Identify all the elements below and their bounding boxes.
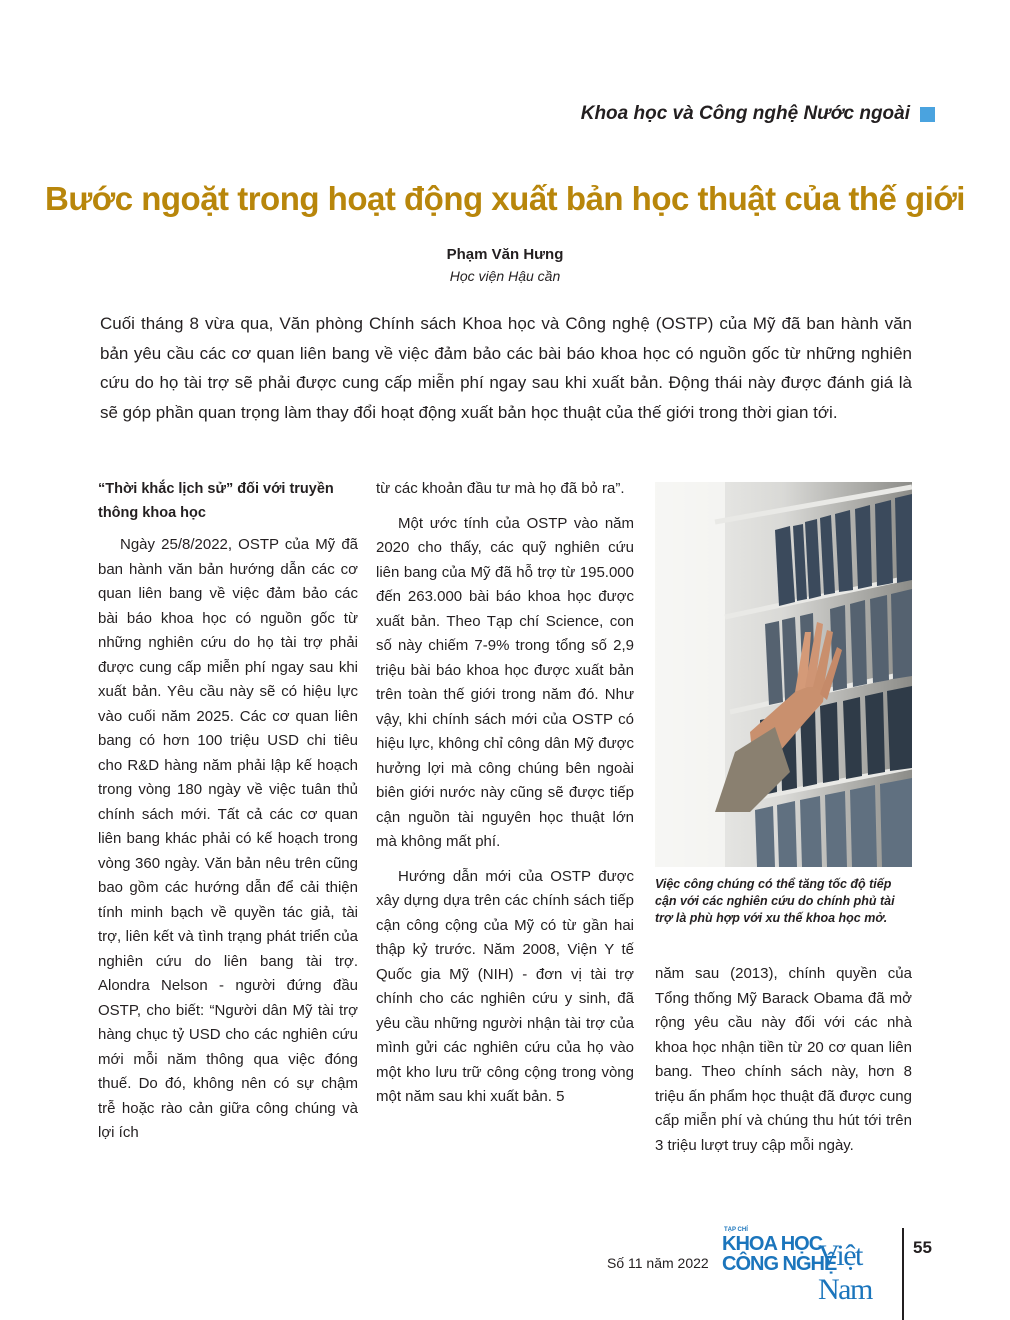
body-paragraph: năm sau (2013), chính quyền của Tổng thống Mỹ Barack Obama đã mở rộng yêu cầu này đối với các nhà khoa học nhận tiền từ 20 cơ quan liên bang. Theo chính sách này, hơn 8 triệu ấn phẩm học thuật đã được cung cấp miễn phí và chúng thu hút tới trên 3 triệu lượt truy cập mỗi ngày.	[655, 965, 912, 1154]
logo-line-1: KHOA HỌC	[722, 1233, 823, 1255]
subheading: “Thời khắc lịch sử” đối với truyền thông khoa học	[98, 481, 334, 521]
author-name: Phạm Văn Hưng	[446, 246, 564, 263]
section-square-icon	[920, 107, 935, 122]
magazine-logo	[722, 1227, 892, 1306]
section-header	[581, 103, 935, 125]
logo-line-2: CÔNG NGHỆ	[722, 1253, 837, 1275]
column-1	[98, 477, 358, 1146]
logo-small-text: TẠP CHÍ	[724, 1227, 748, 1233]
bookshelf-photo	[655, 482, 912, 867]
section-label: Khoa học và Công nghệ Nước ngoài	[580, 103, 910, 124]
footer-divider	[902, 1228, 904, 1320]
issue-label: Số 11 năm 2022	[607, 1255, 709, 1271]
body-paragraph: Hướng dẫn mới của OSTP được xây dựng dựa trên các chính sách tiếp cận công cộng của Mỹ có từ gần hai thập kỷ trước. Năm 2008, Viện Y tế Quốc gia Mỹ (NIH) - đơn vị tài trợ chính cho các nghiên cứu y sinh, đã yêu cầu những người nhận tài trợ của mình gửi các nghiên cứu của họ vào một kho lưu trữ công cộng trong vòng một năm sau khi xuất bản. 5	[376, 867, 634, 1105]
column-3	[655, 962, 912, 1158]
logo-vietnam: Việt Nam	[818, 1239, 872, 1306]
body-paragraph: Một ước tính của OSTP vào năm 2020 cho thấy, các quỹ nghiên cứu liên bang của Mỹ đã hỗ trợ từ 195.000 đến 263.000 bài báo khoa học được xuất bản. Theo Tạp chí Science, con số này chiếm 7-9% trong tổng số 2,9 triệu bài báo khoa học được xuất bản trên toàn thế giới trong năm đó. Như vậy, khi chính sách mới của OSTP có hiệu lực, không chỉ công dân Mỹ được hưởng lợi mà công chúng bên ngoài biên giới nước này cũng sẽ được tiếp cận nguồn tài nguyên học thuật lớn mà không mất phí.	[376, 514, 634, 850]
author-affiliation: Học viện Hậu cần	[449, 268, 561, 284]
lead-paragraph: Cuối tháng 8 vừa qua, Văn phòng Chính sách Khoa học và Công nghệ (OSTP) của Mỹ đã ban hành văn bản yêu cầu các cơ quan liên bang về việc đảm bảo các bài báo khoa học có nguồn gốc từ những nghiên cứu do họ tài trợ sẽ phải được cung cấp miễn phí ngay sau khi xuất bản. Động thái này được đánh giá là sẽ góp phần quan trọng làm thay đổi hoạt động xuất bản học thuật của thế giới trong thời gian tới.	[100, 314, 912, 422]
column-2	[376, 477, 634, 1110]
article-title: Bước ngoặt trong hoạt động xuất bản học thuật của thế giới	[45, 180, 965, 217]
body-paragraph: từ các khoản đầu tư mà họ đã bỏ ra”.	[376, 480, 625, 497]
bookshelf-illustration	[655, 482, 912, 867]
body-paragraph: Ngày 25/8/2022, OSTP của Mỹ đã ban hành văn bản hướng dẫn các cơ quan liên bang về việc đảm bảo các bài báo khoa học có nguồn gốc từ những nghiên cứu do họ tài trợ phải được cung cấp miễn phí ngay sau khi xuất bản. Yêu cầu này sẽ có hiệu lực vào cuối năm 2025. Các cơ quan liên bang có hơn 100 triệu USD chi tiêu cho R&D hàng năm phải lập kế hoạch trong vòng 180 ngày về việc tuân thủ chính sách mới. Tất cả các cơ quan liên bang khác phải có kế hoạch trong vòng 360 ngày. Văn bản nêu trên cũng bao gồm các hướng dẫn để cải thiện tính minh bạch về quyền tác giả, tài trợ, liên kết và tình trạng phát triển của nghiên cứu do liên bang tài trợ. Alondra Nelson - người đứng đầu OSTP, cho biết: “Người dân Mỹ tài trợ hàng chục tỷ USD cho các nghiên cứu mới mỗi năm thông qua việc đóng thuế. Do đó, không nên có sự chậm trễ hoặc rào cản giữa công chúng và lợi ích	[98, 536, 358, 1141]
page-number: 55	[913, 1238, 932, 1257]
photo-caption: Việc công chúng có thể tăng tốc độ tiếp cận với các nghiên cứu do chính phủ tài trợ là phù hợp với xu thế khoa học mở.	[655, 877, 895, 925]
